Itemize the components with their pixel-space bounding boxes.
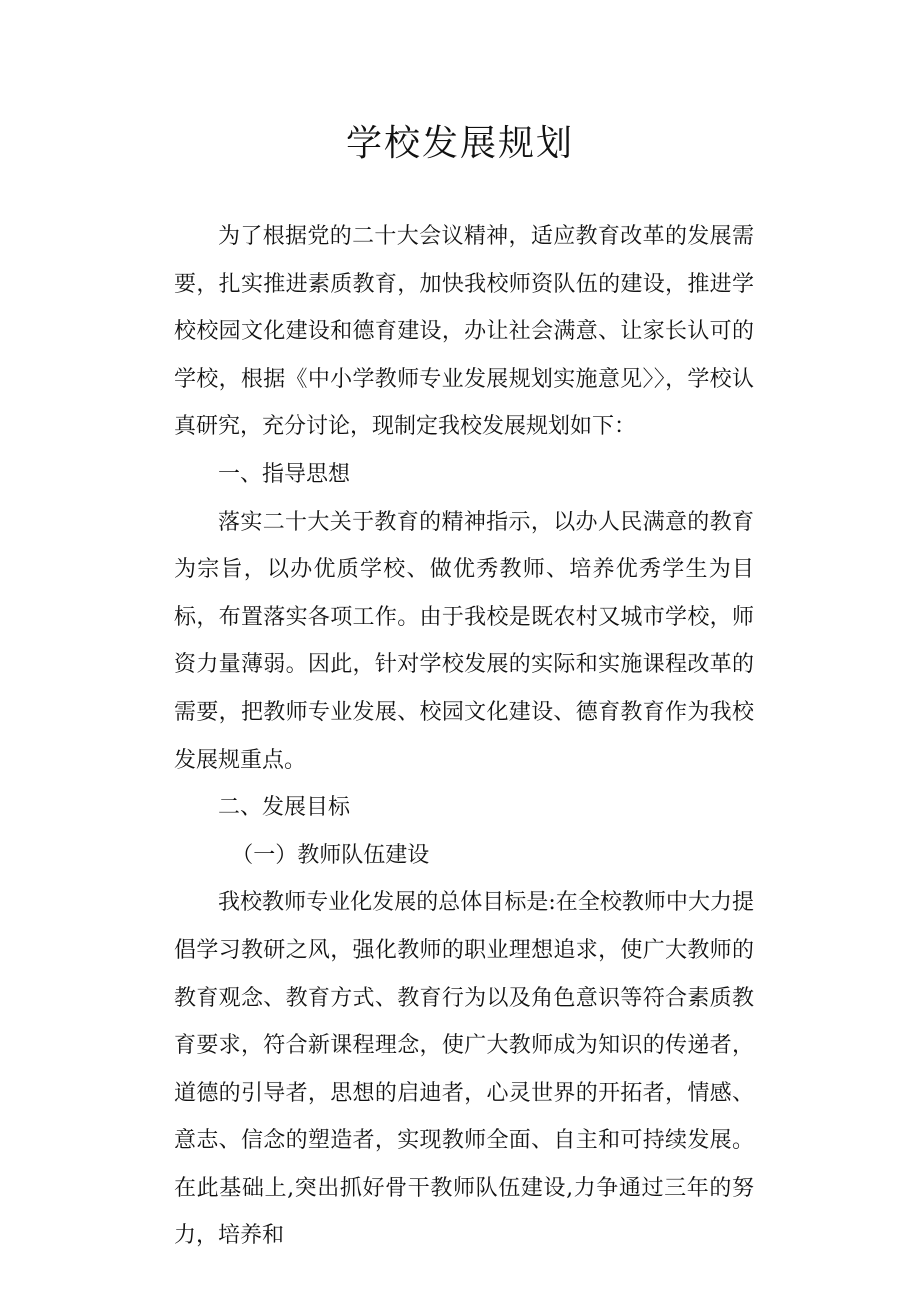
intro-paragraph: 为了根据党的二十大会议精神，适应教育改革的发展需要，扎实推进素质教育，加快我校师资队伍的建设，推进学校校园文化建设和德育建设，办让社会满意、让家长认可的学校，根据《中小学教师专业发展规划实施意见〉〉，学校认真研究，充分讨论，现制定我校发展规划如下： — [174, 224, 754, 440]
subsection-heading-teacher-team: （一）教师队伍建设 — [231, 842, 430, 868]
guiding-ideology-paragraph: 落实二十大关于教育的精神指示，以办人民满意的教育为宗旨，以办优质学校、做优秀教师、培养优秀学生为目标，布置落实各项工作。由于我校是既农村又城市学校，师资力量薄弱。因此，针对学校发展的实际和实施课程改革的需要，把教师专业发展、校园文化建设、德育教育作为我校发展规重点。 — [174, 509, 754, 773]
document-title: 学校发展规划 — [345, 123, 574, 164]
document-body — [174, 213, 754, 1260]
teacher-team-paragraph: 我校教师专业化发展的总体目标是:在全校教师中大力提倡学习教研之风，强化教师的职业理想追求，使广大教师的教育观念、教育方式、教育行为以及角色意识等符合素质教育要求，符合新课程理念，使广大教师成为知识的传递者，道德的引导者，思想的启迪者，心灵世界的开拓者，情感、意志、信念的塑造者，实现教师全面、自主和可持续发展。在此基础上,突出抓好骨干教师队伍建设,力争通过三年的努力，培养和 — [174, 890, 754, 1249]
section-heading-guiding-ideology: 一、指导思想 — [218, 461, 351, 487]
section-heading-development-goals: 二、发展目标 — [218, 795, 351, 821]
